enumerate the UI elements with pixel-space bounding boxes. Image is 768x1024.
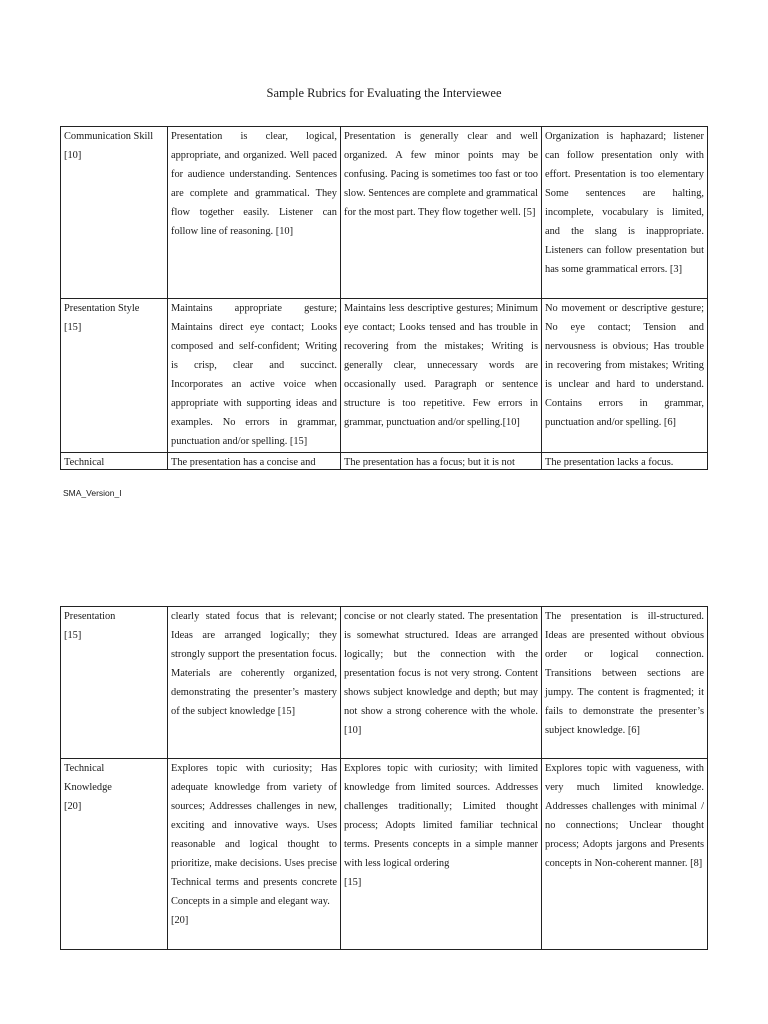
criterion-name: Technical <box>64 457 105 467</box>
rating-cell-fair <box>341 759 542 950</box>
criterion-name-line2: Knowledge <box>64 782 112 793</box>
rating-text: Explores topic with curiosity; with limited knowledge from limited sources. Addresses challenges traditionally; Limited thought process; Adopts limited familiar technical terms. Presents concepts in a simple manner with less logical ordering <box>344 763 538 869</box>
rating-points: [15] <box>344 877 362 888</box>
rating-cell-poor: Explores topic with vagueness, with very much limited knowledge. Addresses challenges with minimal / no connections; Unclear thought process; Adopts jargons and Presents concepts in Non-coherent manner. [8] <box>542 759 708 950</box>
rating-cell-fair: Maintains less descriptive gestures; Minimum eye contact; Looks tensed and has trouble in recovering from the mistakes; Writing is generally clear, unnecessary words are occasionally used. Paragraph or sentence structure is too repetitive. Few errors in grammar, punctuation and/or spelling.[10] <box>341 299 542 453</box>
criterion-points: [15] <box>64 630 82 641</box>
rating-cell-good: Maintains appropriate gesture; Maintains direct eye contact; Looks composed and self-confident; Writing is crisp, clear and succinct. Incorporates an active voice when appropriate with supporting ideas and examples. No errors in grammar, punctuation and/or spelling. [15] <box>168 299 341 453</box>
page-footer: SMA_Version_I <box>63 488 122 498</box>
criterion-points: [15] <box>64 322 82 333</box>
document-title: Sample Rubrics for Evaluating the Interviewee <box>266 86 502 100</box>
rating-cell-good <box>168 759 341 950</box>
rating-cell-poor: No movement or descriptive gesture; No eye contact; Tension and nervousness is obvious; Has trouble in recovering from mistakes; Writing is unclear and hard to understand. Contains errors in grammar, punctuation and/or spelling. [6] <box>542 299 708 453</box>
rating-cell-fair: Presentation is generally clear and well organized. A few minor points may be confusing. Pacing is sometimes too fast or too slow. Sentences are complete and grammatical for the most part. They flow together well. [5] <box>341 127 542 299</box>
table-row <box>61 127 708 299</box>
rating-cell-fair: concise or not clearly stated. The presentation is somewhat structured. Ideas are arranged logically; but the connection with the presentation focus is not very strong. Content shows subject knowledge and depth; but may not show a strong coherence with the whole. [10] <box>341 607 542 759</box>
criterion-cell <box>61 453 168 470</box>
criterion-cell <box>61 299 168 453</box>
rating-cell-good: Presentation is clear, logical, appropriate, and organized. Well paced for audience understanding. Sentences are complete and grammatical. They flow together easily. Listener can follow line of reasoning. [10] <box>168 127 341 299</box>
rating-cell-fair <box>341 453 542 470</box>
rubric-table-bottom <box>60 606 708 950</box>
criterion-cell <box>61 759 168 950</box>
rating-points: [20] <box>171 915 189 926</box>
criterion-points: [10] <box>64 150 82 161</box>
criterion-name: Technical <box>64 763 105 774</box>
rating-cell-poor <box>542 453 708 470</box>
rating-text: The presentation has a focus; but it is not <box>344 457 515 467</box>
table-row <box>61 759 708 950</box>
rating-cell-poor: Organization is haphazard; listener can follow presentation only with effort. Presentation is too elementary Some sentences are halting, incomplete, vocabulary is limited, and the slang is inappropriate. Listeners can follow presentation but has some grammatical errors. [3] <box>542 127 708 299</box>
table-row <box>61 299 708 453</box>
rating-cell-poor: The presentation is ill-structured. Ideas are presented without obvious order or logical connection. Transitions between sections are jumpy. The content is fragmented; it fails to demonstrate the presenter’s subject knowledge. [6] <box>542 607 708 759</box>
rating-text: The presentation lacks a focus. <box>545 457 674 467</box>
criterion-cell <box>61 607 168 759</box>
rating-cell-good: clearly stated focus that is relevant; Ideas are arranged logically; they strongly support the presentation focus. Materials are coherently organized, demonstrating the presenter’s mastery of the subject knowledge [15] <box>168 607 341 759</box>
table-row <box>61 453 708 470</box>
rating-text: The presentation has a concise and <box>171 457 316 467</box>
criterion-cell <box>61 127 168 299</box>
criterion-name: Presentation Style <box>64 303 140 314</box>
rubric-table-top <box>60 126 708 470</box>
criterion-name: Presentation <box>64 611 116 622</box>
table-row <box>61 607 708 759</box>
rating-text: Explores topic with curiosity; Has adequate knowledge from variety of sources; Addresses challenges in new, exciting and innovative ways. Uses reasonable and logical thought to prioritize, make decisions. Uses precise Technical terms and presents concrete Concepts in a simple and elegant way. <box>171 763 337 907</box>
criterion-name: Communication Skill <box>64 131 154 142</box>
rating-cell-good <box>168 453 341 470</box>
criterion-points: [20] <box>64 801 82 812</box>
